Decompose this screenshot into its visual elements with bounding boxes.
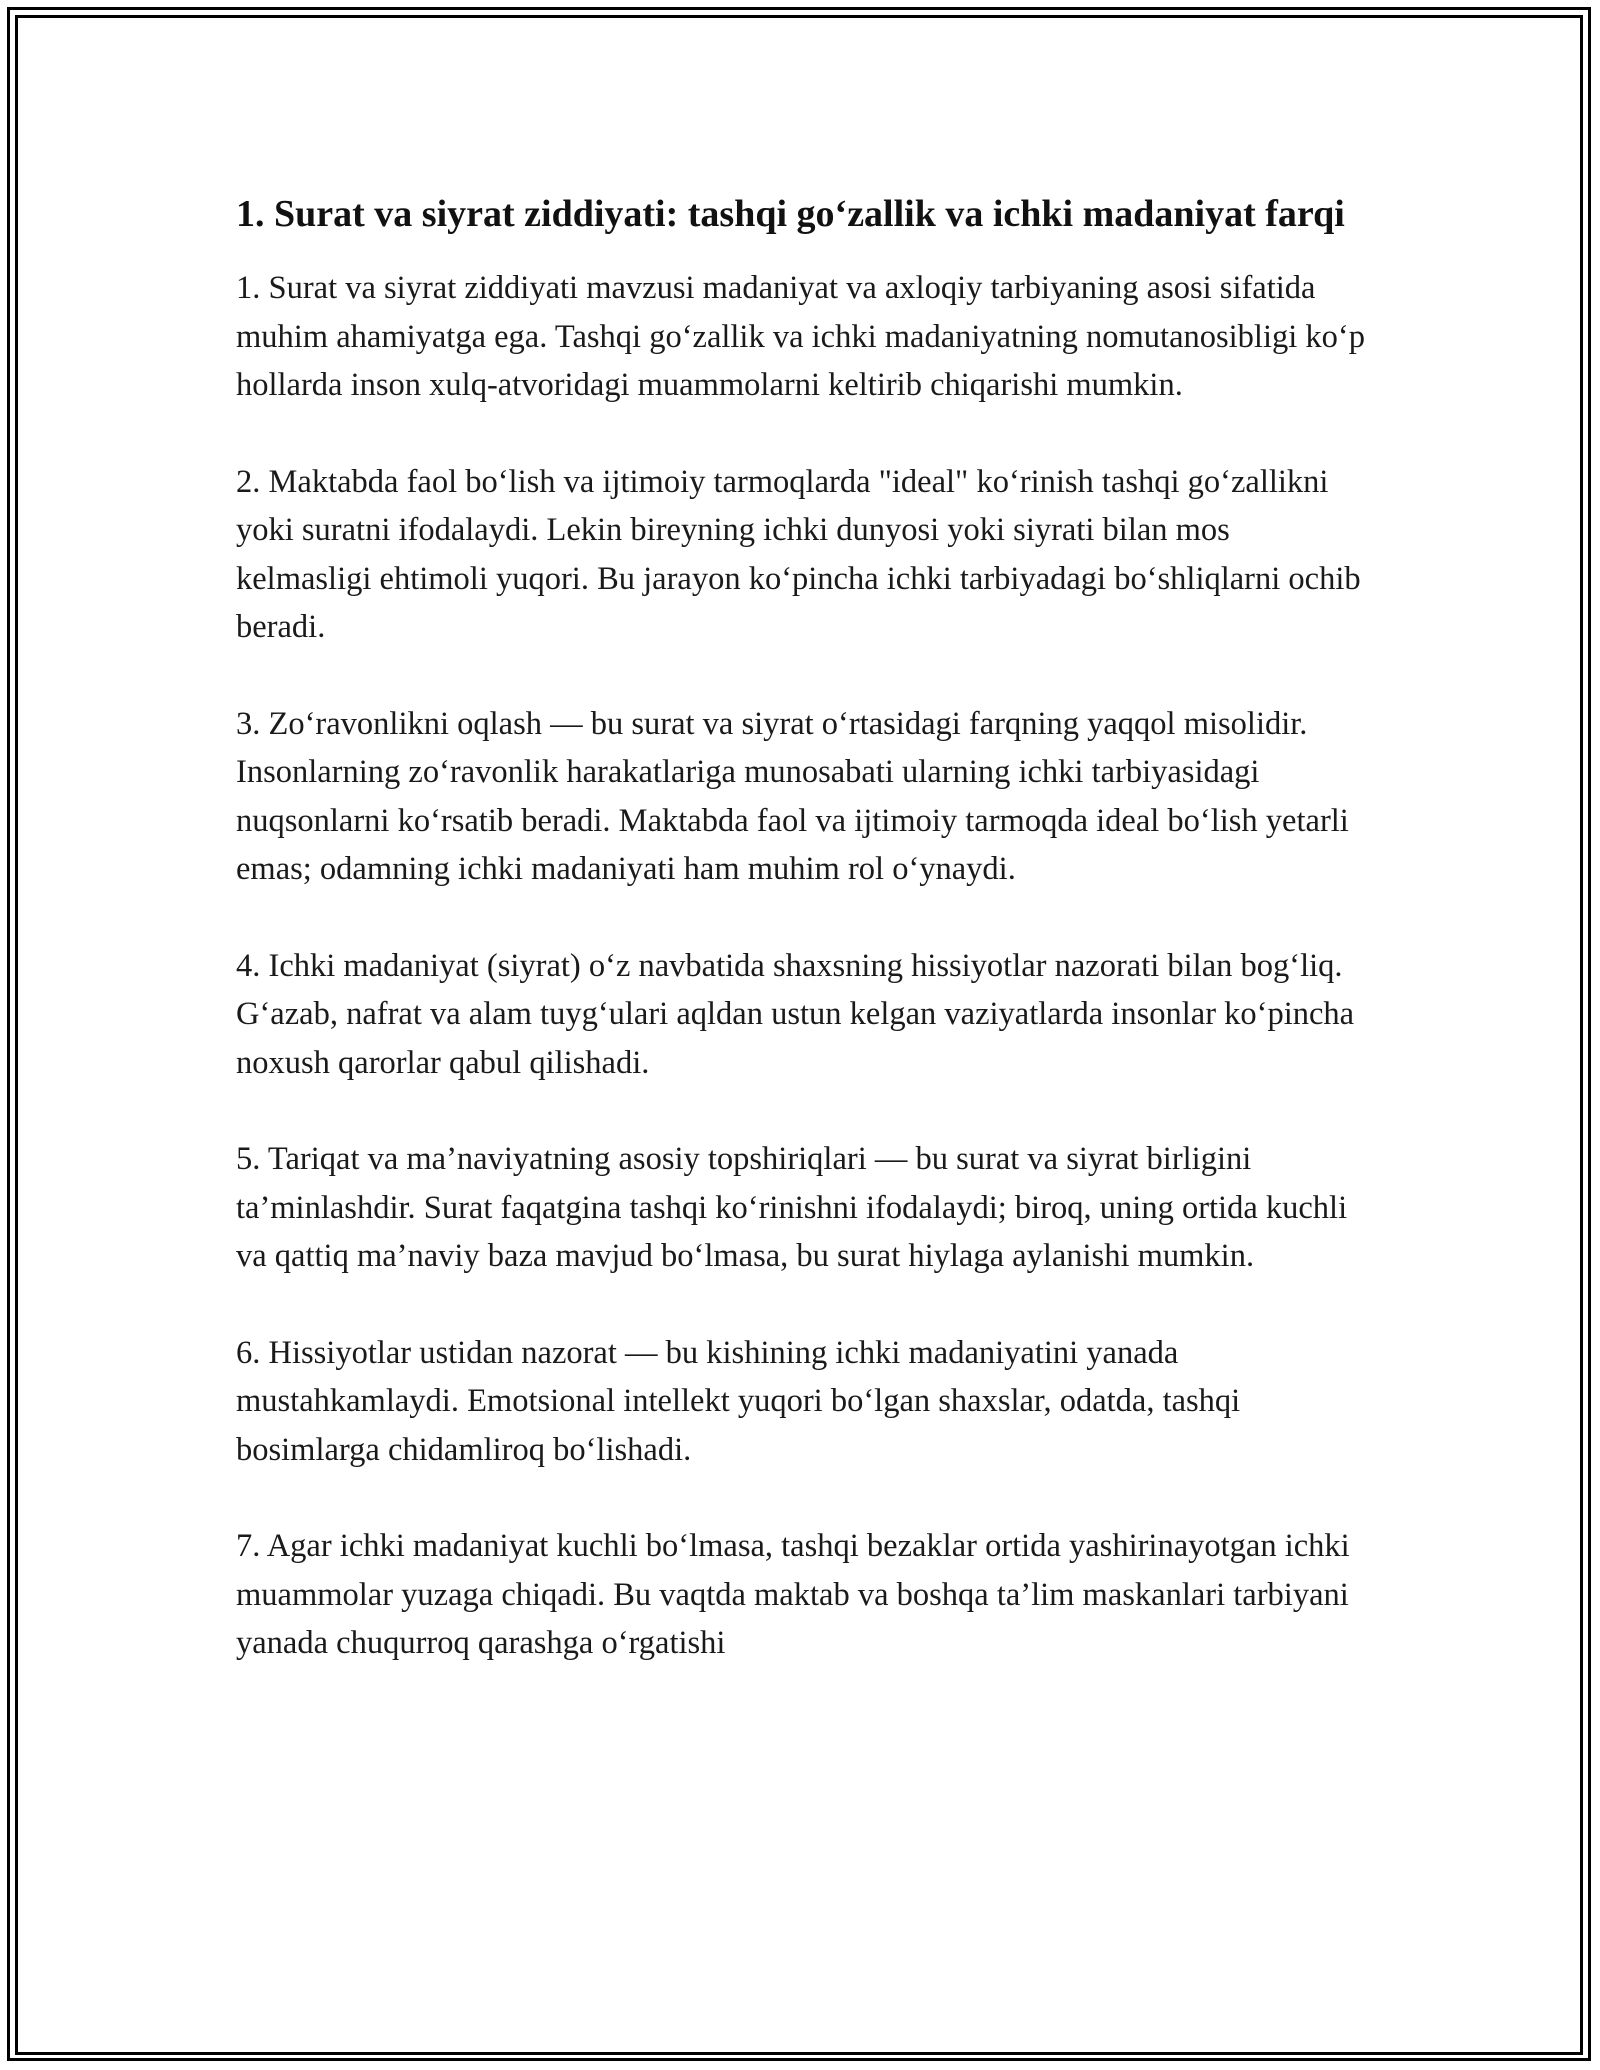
paragraph-6: 6. Hissiyotlar ustidan nazorat — bu kishining ichki madaniyatini yanada mustahkamlaydi. Emotsional intellekt yuqori bo‘lgan shaxslar, odatda, tashqi bosimlarga chidamliroq bo‘lishadi. — [236, 1334, 1241, 1468]
paragraph-7: 7. Agar ichki madaniyat kuchli bo‘lmasa, tashqi bezaklar ortida yashirinayotgan ichki muammolar yuzaga chiqadi. Bu vaqtda maktab va boshqa ta’lim maskanlari tarbiyani yanada chuqurroq qarashga o‘rgatishi — [236, 1528, 1350, 1661]
paragraph-3: 3. Zo‘ravonlikni oqlash — bu surat va siyrat o‘rtasidagi farqning yaqqol misolidir. Insonlarning zo‘ravonlik harakatlariga munosabati ularning ichki tarbiyasidagi nuqsonlarni ko‘rsatib beradi. Maktabda faol va ijtimoiy tarmoqda ideal bo‘lish yetarli emas; odamning ichki madaniyati ham muhim rol o‘ynaydi. — [236, 705, 1349, 887]
paragraph-4: 4. Ichki madaniyat (siyrat) o‘z navbatida shaxsning hissiyotlar nazorati bilan bog‘liq. G‘azab, nafrat va alam tuyg‘ulari aqldan ustun kelgan vaziyatlarda insonlar ko‘pincha noxush qarorlar qabul qilishadi. — [236, 947, 1355, 1081]
paragraph-1: 1. Surat va siyrat ziddiyati mavzusi madaniyat va axloqiy tarbiyaning asosi sifatida muhim ahamiyatga ega. Tashqi go‘zallik va ichki madaniyatning nomutanosibligi ko‘p hollarda inson xulq-atvoridagi muammolarni keltirib chiqarishi mumkin. — [236, 270, 1365, 403]
paragraph-5: 5. Tariqat va ma’naviyatning asosiy topshiriqlari — bu surat va siyrat birligini ta’minlashdir. Surat faqatgina tashqi ko‘rinishni ifodalaydi; biroq, uning ortida kuchli va qattiq ma’naviy baza mavjud bo‘lmasa, bu surat hiylaga aylanishi mumkin. — [236, 1141, 1348, 1274]
document-title: 1. Surat va siyrat ziddiyati: tashqi go‘zallik va ichki madaniyat farqi — [236, 193, 1345, 235]
paragraph-2: 2. Maktabda faol bo‘lish va ijtimoiy tarmoqlarda "ideal" ko‘rinish tashqi go‘zallikni yoki suratni ifodalaydi. Lekin bireyning ichki dunyosi yoki siyrati bilan mos kelmasligi ehtimoli yuqori. Bu jarayon ko‘pincha ichki tarbiyadagi bo‘shliqlarni ochib beradi. — [236, 463, 1361, 645]
document-body — [236, 186, 1366, 1716]
